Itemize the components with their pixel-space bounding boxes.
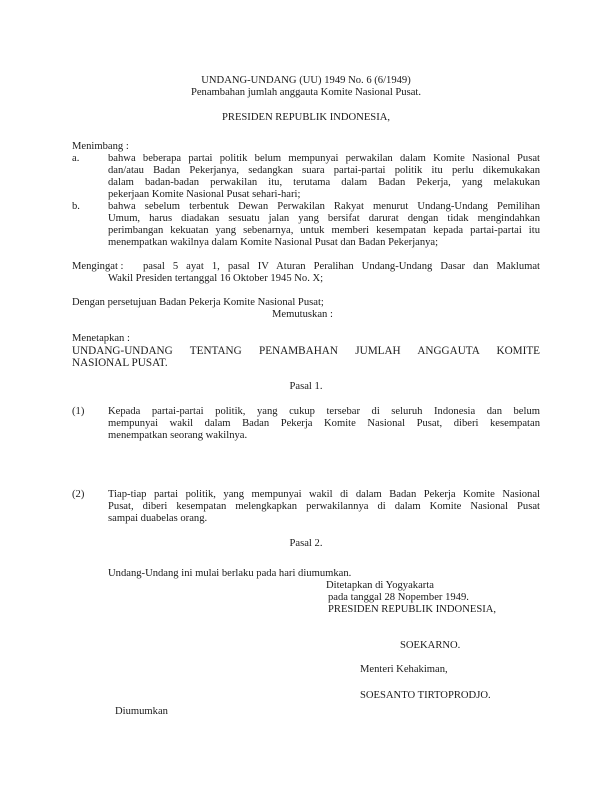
ayat-text-line: Kepada partai-partai politik, yang cukup tersebar di seluruh Indonesia dan belum [108,406,540,417]
mengingat-label: Mengingat : [72,261,124,272]
item-text-line: Umum, harus diadakan sesuatu jalan yang bersifat darurat dengan tidak mengindahkan [108,213,540,224]
pasal-2-heading: Pasal 2. [289,538,323,549]
item-text-line: menempatkan wakilnya dalam Komite Nasional Pusat dan Badan Pekerjanya; [108,237,439,248]
ayat-text-line: menempatkan seorang wakilnya. [108,430,248,441]
ayat-text-line: Pusat, diberi kesempatan melengkapkan perwakilannya di dalam Komite Nasional Pusat [108,501,540,512]
item-text-line: bahwa sebelum terbentuk Dewan Perwakilan Rakyat menurut Undang-Undang Pemilihan [108,201,540,212]
memutuskan-heading: Memutuskan : [272,309,333,320]
ayat-text-line: sampai duabelas orang. [108,513,208,524]
menetapkan-label: Menetapkan : [72,333,130,344]
ayat-marker: (2) [72,489,85,500]
signature-name: SOEKARNO. [400,640,461,651]
item-marker: a. [72,153,80,164]
menetapkan-title-line: NASIONAL PUSAT. [72,357,168,369]
signature-office: PRESIDEN REPUBLIK INDONESIA, [328,604,497,615]
minister-title: Menteri Kehakiman, [360,664,448,675]
item-text-line: perimbangan kekuatan yang sebenarnya, untuk memberi kesempatan kepada partai-partai itu [108,225,540,236]
menimbang-label: Menimbang : [72,141,129,152]
ayat-marker: (1) [72,406,85,417]
signature-date: pada tanggal 28 Nopember 1949. [328,592,469,603]
item-text-line: bahwa beberapa partai politik belum mempunyai perwakilan dalam Komite Nasional Pusat [108,153,540,164]
pasal-2-text: Undang-Undang ini mulai berlaku pada hari diumumkan. [108,568,352,579]
mengingat-text-line: pasal 5 ayat 1, pasal IV Aturan Peralihan Undang-Undang Dasar dan Maklumat [143,261,540,272]
pasal-1-heading: Pasal 1. [289,381,323,392]
signature-place: Ditetapkan di Yogyakarta [326,580,434,591]
item-text-line: pekerjaan Komite Nasional Pusat sehari-hari; [108,189,301,200]
document-subtitle: Penambahan jumlah anggauta Komite Nasional Pusat. [190,87,422,98]
ayat-text-line: Tiap-tiap partai politik, yang mempunyai wakil di dalam Badan Pekerja Komite Nasional [108,489,540,500]
item-text-line: dalam badan-badan perwakilan itu, terutama dalam Badan Pekerja, yang melakukan [108,177,540,188]
diumumkan-label: Diumumkan [115,706,168,717]
mengingat-text-line: Wakil Presiden tertanggal 16 Oktober 1945 No. X; [108,273,324,284]
ayat-text-line: mempunyai wakil dalam Badan Pekerja Komite Nasional Pusat, diberi kesempatan [108,418,540,429]
item-text-line: dan/atau Badan Pekerjanya, sedangkan suara partai-partai politik itu perlu dikemukakan [108,165,540,176]
item-marker: b. [72,201,80,212]
issuer-heading: PRESIDEN REPUBLIK INDONESIA, [221,112,391,123]
minister-name: SOESANTO TIRTOPRODJO. [360,690,491,701]
menetapkan-title-line: UNDANG-UNDANG TENTANG PENAMBAHAN JUMLAH ANGGAUTA KOMITE [72,345,540,357]
persetujuan-text: Dengan persetujuan Badan Pekerja Komite Nasional Pusat; [72,297,324,308]
document-title: UNDANG-UNDANG (UU) 1949 No. 6 (6/1949) [201,75,411,86]
